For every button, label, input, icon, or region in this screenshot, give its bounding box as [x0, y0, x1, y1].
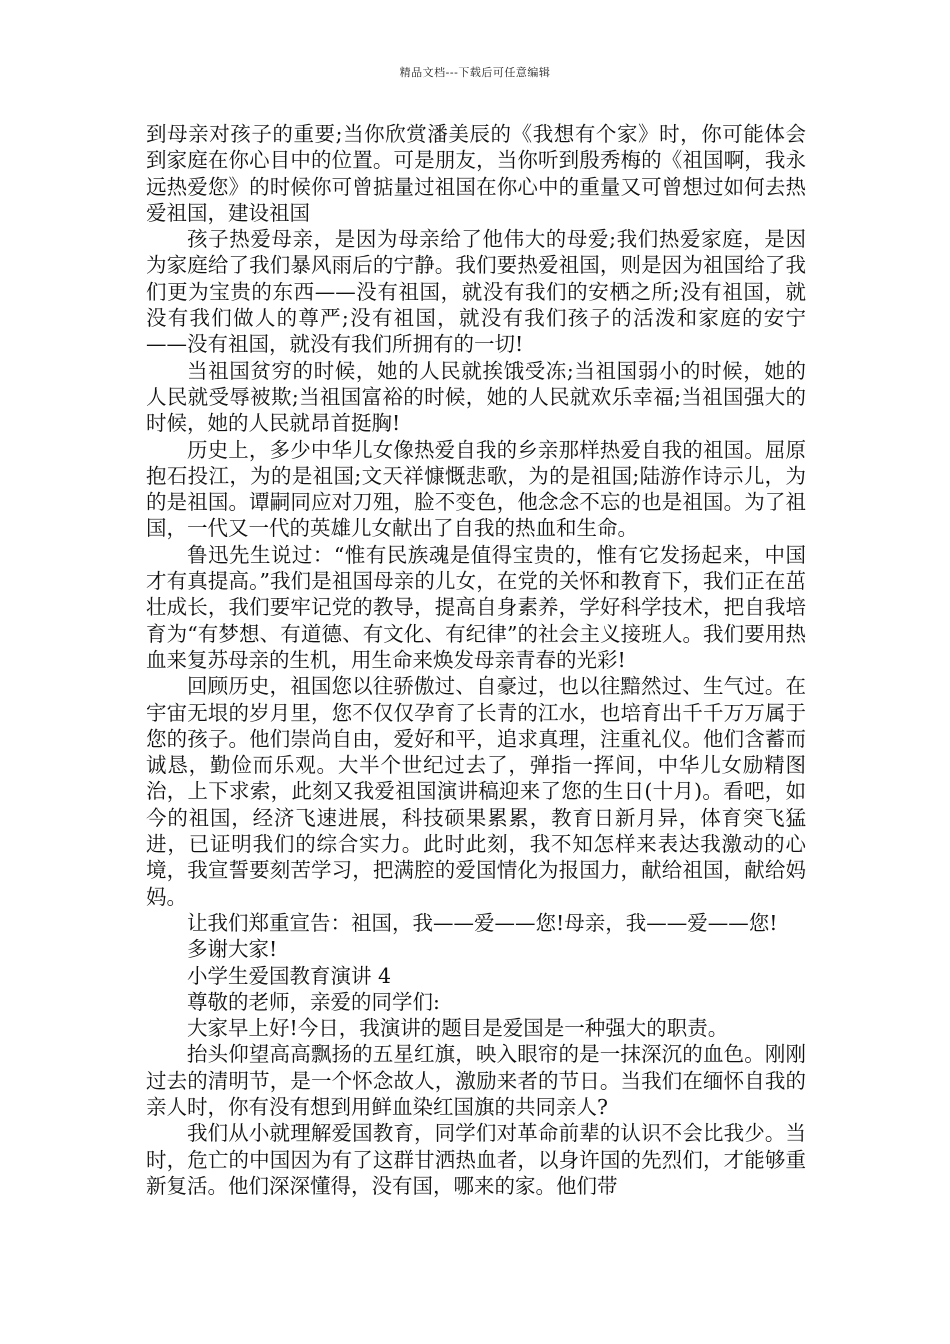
paragraph: 当祖国贫穷的时候，她的人民就挨饿受冻;当祖国弱小的时候，她的人民就受辱被欺;当祖国富裕的时候，她的人民就欢乐幸福;当祖国强大的时候，她的人民就昂首挺胸!	[146, 358, 806, 436]
paragraph: 多谢大家!	[187, 937, 278, 962]
page-header: 精品文档---下载后可任意编辑	[399, 66, 551, 79]
paragraph: 我们从小就理解爱国教育，同学们对革命前辈的认识不会比我少。当时，危亡的中国因为有了这群甘洒热血者，以身许国的先烈们，才能够重新复活。他们深深懂得，没有国，哪来的家。他们带	[146, 1121, 806, 1198]
paragraph: 尊敬的老师，亲爱的同学们:	[187, 989, 440, 1014]
paragraph: 大家早上好!今日，我演讲的题目是爱国是一种强大的职责。	[187, 1016, 729, 1041]
paragraph: 到母亲对孩子的重要;当你欣赏潘美辰的《我想有个家》时，你可能体会到家庭在你心目中的位置。可是朋友，当你听到殷秀梅的《祖国啊，我永远热爱您》的时候你可曾掂量过祖国在你心中的重量又可曾想过如何去热爱祖国，建设祖国	[146, 122, 806, 225]
paragraph: 回顾历史，祖国您以往骄傲过、自豪过，也以往黯然过、生气过。在宇宙无垠的岁月里，您不仅仅孕育了长青的江水，也培育出千千万万属于您的孩子。他们崇尚自由，爱好和平，追求真理，注重礼仪。他们含蓄而诚恳，勤俭而乐观。大半个世纪过去了，弹指一挥间，中华儿女励精图治，上下求索，此刻又我爱祖国演讲稿迎来了您的生日(十月)。看吧，如今的祖国，经济飞速进展，科技硕果累累，教育日新月异，体育突飞猛进，已证明我们的综合实力。此时此刻，我不知怎样来表达我激动的心境，我宣誓要刻苦学习，把满腔的爱国情化为报国力，献给祖国，献给妈妈。	[146, 674, 806, 909]
section-title: 小学生爱国教育演讲 4	[187, 963, 392, 988]
paragraph: 鲁迅先生说过：“惟有民族魂是值得宝贵的，惟有它发扬起来，中国才有真提高。”我们是祖国母亲的儿女，在党的关怀和教育下，我们正在茁壮成长，我们要牢记党的教导，提高自身素养，学好科学技术，把自我培育为“有梦想、有道德、有文化、有纪律”的社会主义接班人。我们要用热血来复苏母亲的生机，用生命来焕发母亲青春的光彩!	[146, 542, 806, 672]
paragraph: 抬头仰望高高飘扬的五星红旗，映入眼帘的是一抹深沉的血色。刚刚过去的清明节，是一个怀念故人，激励来者的节日。当我们在缅怀自我的亲人时，你有没有想到用鲜血染红国旗的共同亲人?	[146, 1042, 806, 1119]
document-body	[146, 121, 806, 1199]
paragraph: 让我们郑重宣告：祖国，我——爱——您!母亲，我——爱——您!	[187, 910, 778, 935]
paragraph: 历史上，多少中华儿女像热爱自我的乡亲那样热爱自我的祖国。屈原抱石投江，为的是祖国;文天祥慷慨悲歌，为的是祖国;陆游作诗示儿，为的是祖国。谭嗣同应对刀殂，脸不变色，他念念不忘的也是祖国。为了祖国，一代又一代的英雄儿女献出了自我的热血和生命。	[146, 437, 806, 541]
paragraph: 孩子热爱母亲，是因为母亲给了他伟大的母爱;我们热爱家庭，是因为家庭给了我们暴风雨后的宁静。我们要热爱祖国，则是因为祖国给了我们更为宝贵的东西——没有祖国，就没有我们的安栖之所;没有祖国，就没有我们做人的尊严;没有祖国，就没有我们孩子的活泼和家庭的安宁——没有祖国，就没有我们所拥有的一切!	[146, 227, 806, 357]
